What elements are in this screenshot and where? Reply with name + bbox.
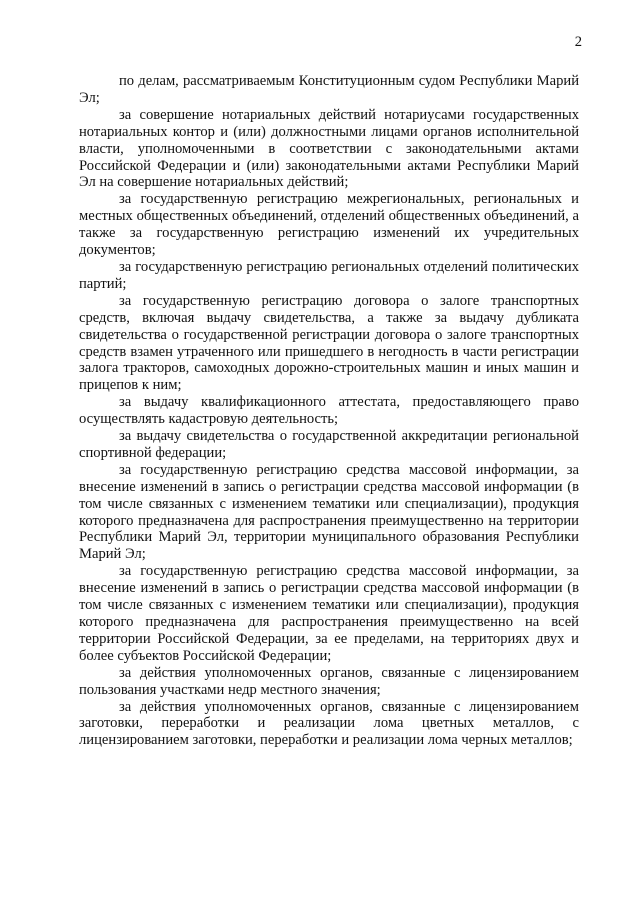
paragraph-scrap-metal-licensing: за действия уполномоченных органов, связанные с лицензированием заготовки, переработки и реализации лома цветных металлов, с лицензированием заготовки, переработки и реализации лома черных металлов; (79, 698, 579, 749)
page-number: 2 (574, 34, 582, 50)
paragraph-subsoil-licensing: за действия уполномоченных органов, связанные с лицензированием пользования участками недр местного значения; (79, 664, 579, 698)
paragraph-political-parties: за государственную регистрацию региональных отделений политических партий; (79, 258, 579, 292)
paragraph-cadastral-certificate: за выдачу квалификационного аттестата, предоставляющего право осуществлять кадастровую деятельность; (79, 394, 579, 428)
paragraph-notarial-actions: за совершение нотариальных действий нотариусами государственных нотариальных контор и (или) должностными лицами органов исполнительной власти, уполномоченными в соответствии с законодательными актами Российской Федерации и (или) законодательными актами Республики Марий Эл на совершение нотариальных действий; (79, 106, 579, 191)
paragraph-continuation: по делам, рассматриваемым Конституционным судом Республики Марий Эл; (79, 73, 579, 106)
paragraph-vehicle-pledge: за государственную регистрацию договора о залоге транспортных средств, включая выдачу свидетельства, а также за выдачу дубликата свидетельства о государственной регистрации договора о залоге транспортных средств взамен утраченного или пришедшего в негодность в части регистрации залога тракторов, самоходных дорожно-строительных машин и иных машин и прицепов к ним; (79, 292, 579, 394)
paragraph-media-regional: за государственную регистрацию средства массовой информации, за внесение изменений в запись о регистрации средства массовой информации (в том числе связанных с изменением тематики или специализации), продукция которого предназначена для распространения преимущественно на территории Республики Марий Эл, территории муниципального образования Республики Марий Эл; (79, 461, 579, 563)
paragraph-media-federal: за государственную регистрацию средства массовой информации, за внесение изменений в запись о регистрации средства массовой информации (в том числе связанных с изменением тематики или специализации), продукция которого предназначена для распространения преимущественно на всей территории Российской Федерации, за ее пределами, на территориях двух и более субъектов Российской Федерации; (79, 563, 579, 664)
document-body (79, 73, 579, 749)
paragraph-sports-federation: за выдачу свидетельства о государственной аккредитации региональной спортивной федерации; (79, 428, 579, 461)
paragraph-public-associations: за государственную регистрацию межрегиональных, региональных и местных общественных объединений, отделений общественных объединений, а также за государственную регистрацию изменений их учредительных документов; (79, 191, 579, 259)
